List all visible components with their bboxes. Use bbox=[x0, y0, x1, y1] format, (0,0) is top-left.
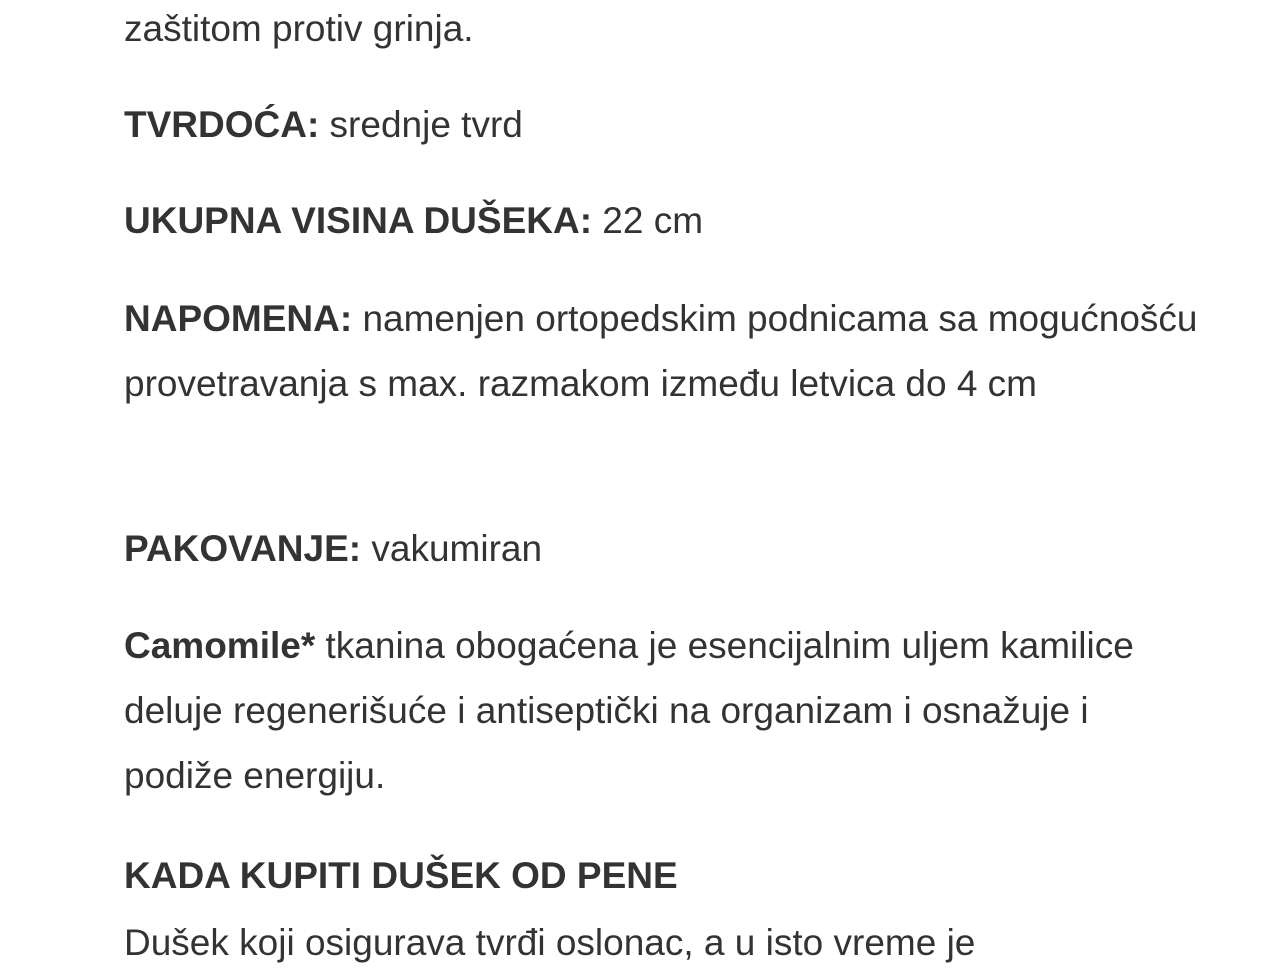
spec-height bbox=[124, 188, 1204, 253]
spec-note bbox=[124, 286, 1204, 416]
spec-label: PAKOVANJE: bbox=[124, 528, 362, 569]
section-paragraph bbox=[124, 910, 1204, 975]
spec-label: NAPOMENA: bbox=[124, 298, 353, 339]
spec-label: UKUPNA VISINA DUŠEKA: bbox=[124, 200, 593, 241]
spec-value: namenjen ortopedskim podnicama sa mogućnošću provetravanja s max. razmakom između letvica do 4 cm bbox=[124, 298, 1198, 404]
spec-value: 22 cm bbox=[602, 200, 704, 241]
spec-value: vakumiran bbox=[371, 528, 543, 569]
spec-camomile bbox=[124, 613, 1204, 808]
section-heading: KADA KUPITI DUŠEK OD PENE bbox=[124, 855, 678, 896]
spec-label: Camomile* bbox=[124, 625, 316, 666]
spec-packaging bbox=[124, 516, 1204, 581]
section-text: Dušek koji osigurava tvrđi oslonac, a u isto vreme je bbox=[124, 922, 976, 963]
intro-text: zaštitom protiv grinja. bbox=[124, 8, 474, 49]
spec-label: TVRDOĆA: bbox=[124, 104, 320, 145]
spec-hardness bbox=[124, 92, 1204, 157]
spec-value: srednje tvrd bbox=[329, 104, 523, 145]
spec-value: tkanina obogaćena je esencijalnim uljem kamilice deluje regenerišuće i antiseptički na organizam i osnažuje i podiže energiju. bbox=[124, 625, 1134, 796]
intro-paragraph-tail bbox=[124, 0, 1204, 61]
